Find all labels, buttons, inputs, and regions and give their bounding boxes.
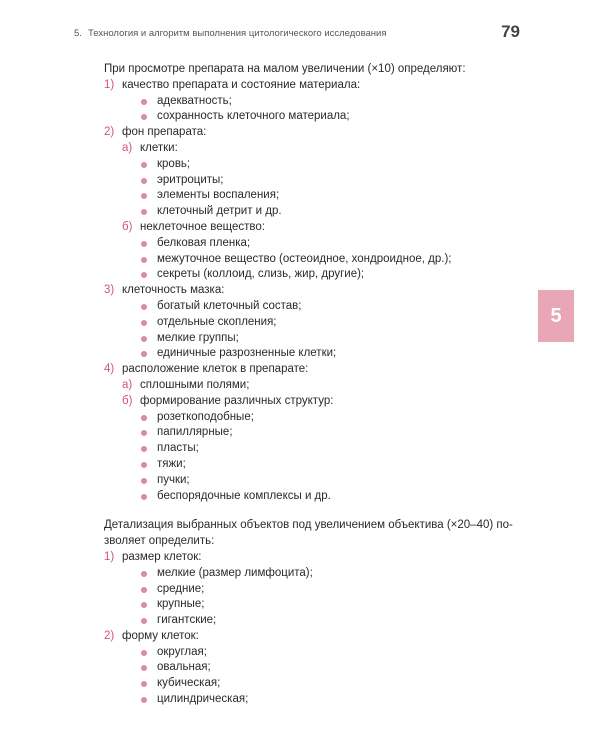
- bullet-icon: [141, 114, 147, 120]
- bullet-item: [0, 331, 600, 347]
- item-text: форму клеток:: [122, 629, 199, 642]
- bullet-icon: [141, 257, 147, 263]
- bullet-icon: [141, 209, 147, 215]
- sub-item: [0, 378, 600, 394]
- sub-letter: а): [122, 378, 133, 391]
- bullet-text: мелкие группы;: [157, 331, 239, 344]
- bullet-icon: [141, 178, 147, 184]
- item-number: 4): [104, 363, 115, 376]
- sub-letter: а): [122, 141, 133, 154]
- sub-text: неклеточное вещество:: [140, 220, 265, 233]
- bullet-item: [0, 441, 600, 457]
- item-text: размер клеток:: [122, 550, 202, 563]
- bullet-icon: [141, 478, 147, 484]
- bullet-text: кубическая;: [157, 677, 221, 690]
- page-content: [0, 62, 600, 708]
- bullet-text: розеткоподобные;: [157, 410, 254, 423]
- bullet-icon: [141, 304, 147, 310]
- bullet-item: [0, 473, 600, 489]
- bullet-item: [0, 582, 600, 598]
- list-item: [0, 78, 600, 94]
- bullet-item: [0, 410, 600, 426]
- bullet-text: пучки;: [157, 473, 190, 486]
- bullet-icon: [141, 650, 147, 656]
- bullet-icon: [141, 336, 147, 342]
- bullet-item: [0, 346, 600, 362]
- bullet-text: секреты (коллоид, слизь, жир, другие);: [157, 268, 365, 281]
- bullet-item: [0, 173, 600, 189]
- item-number: 3): [104, 284, 115, 297]
- bullet-icon: [141, 272, 147, 278]
- bullet-item: [0, 692, 600, 708]
- bullet-item: [0, 425, 600, 441]
- item-text: качество препарата и состояние материала:: [122, 78, 361, 91]
- bullet-icon: [141, 415, 147, 421]
- list-item: [0, 550, 600, 566]
- bullet-text: адекватность;: [157, 94, 232, 107]
- bullet-text: овальная;: [157, 661, 211, 674]
- bullet-item: [0, 252, 600, 268]
- item-number: 2): [104, 629, 115, 642]
- bullet-icon: [141, 618, 147, 624]
- bullet-item: [0, 315, 600, 331]
- bullet-icon: [141, 587, 147, 593]
- bullet-icon: [141, 697, 147, 703]
- chapter-tab: 5: [538, 290, 574, 342]
- bullet-text: папиллярные;: [157, 426, 233, 439]
- bullet-icon: [141, 571, 147, 577]
- bullet-item: [0, 597, 600, 613]
- bullet-text: пласты;: [157, 442, 199, 455]
- bullet-item: [0, 489, 600, 505]
- sub-letter: б): [122, 220, 133, 233]
- bullet-icon: [141, 193, 147, 199]
- bullet-item: [0, 157, 600, 173]
- bullet-item: [0, 566, 600, 582]
- bullet-text: кровь;: [157, 157, 191, 170]
- bullet-item: [0, 299, 600, 315]
- bullet-text: мелкие (размер лимфоцита);: [157, 566, 313, 579]
- bullet-text: округлая;: [157, 645, 207, 658]
- bullet-text: тяжи;: [157, 457, 186, 470]
- bullet-item: [0, 204, 600, 220]
- page-header: [0, 22, 600, 46]
- bullet-icon: [141, 602, 147, 608]
- item-text: клеточность мазка:: [122, 284, 225, 297]
- bullet-item: [0, 676, 600, 692]
- list-item: [0, 125, 600, 141]
- section2-intro: Детализация выбранных объектов под увеличением объектива (×20–40) по-: [104, 519, 513, 532]
- bullet-icon: [141, 320, 147, 326]
- item-number: 1): [104, 550, 115, 563]
- bullet-text: клеточный детрит и др.: [157, 205, 282, 218]
- section2-intro-cont: зволяет определить:: [104, 535, 215, 548]
- section1-intro: При просмотре препарата на малом увеличении (×10) определяют:: [104, 63, 466, 75]
- list-item: [0, 362, 600, 378]
- list-item: [0, 283, 600, 299]
- bullet-text: средние;: [157, 582, 205, 595]
- item-number: 2): [104, 126, 115, 139]
- bullet-text: единичные разрозненные клетки;: [157, 347, 337, 360]
- bullet-text: крупные;: [157, 598, 205, 611]
- section-gap: [0, 504, 600, 518]
- sub-text: сплошными полями;: [140, 378, 250, 391]
- bullet-text: богатый клеточный состав;: [157, 299, 302, 312]
- bullet-item: [0, 660, 600, 676]
- item-number: 1): [104, 78, 115, 91]
- bullet-icon: [141, 351, 147, 357]
- sub-text: клетки:: [140, 141, 178, 154]
- bullet-icon: [141, 681, 147, 687]
- bullet-text: гигантские;: [157, 614, 217, 627]
- bullet-icon: [141, 99, 147, 105]
- bullet-item: [0, 94, 600, 110]
- bullet-text: беспорядочные комплексы и др.: [157, 489, 331, 502]
- item-text: фон препарата:: [122, 126, 207, 139]
- sub-text: формирование различных структур:: [140, 394, 334, 407]
- bullet-icon: [141, 665, 147, 671]
- bullet-item: [0, 267, 600, 283]
- bullet-icon: [141, 446, 147, 452]
- bullet-text: белковая пленка;: [157, 236, 251, 249]
- bullet-item: [0, 645, 600, 661]
- sub-item: [0, 141, 600, 157]
- bullet-text: отдельные скопления;: [157, 315, 277, 328]
- chapter-title: Технология и алгоритм выполнения цитологического исследования: [88, 28, 387, 39]
- sub-item: [0, 220, 600, 236]
- bullet-text: сохранность клеточного материала;: [157, 110, 350, 123]
- sub-letter: б): [122, 394, 133, 407]
- bullet-item: [0, 236, 600, 252]
- bullet-item: [0, 188, 600, 204]
- chapter-number: 5.: [74, 28, 82, 39]
- bullet-icon: [141, 162, 147, 168]
- bullet-text: межуточное вещество (остеоидное, хондроидное, др.);: [157, 252, 452, 265]
- item-text: расположение клеток в препарате:: [122, 363, 309, 376]
- bullet-item: [0, 613, 600, 629]
- bullet-icon: [141, 462, 147, 468]
- bullet-text: эритроциты;: [157, 173, 224, 186]
- bullet-icon: [141, 494, 147, 500]
- page-number: 79: [501, 22, 520, 41]
- bullet-icon: [141, 430, 147, 436]
- sub-item: [0, 394, 600, 410]
- bullet-icon: [141, 241, 147, 247]
- bullet-text: цилиндрическая;: [157, 693, 249, 706]
- bullet-item: [0, 109, 600, 125]
- list-item: [0, 629, 600, 645]
- bullet-text: элементы воспаления;: [157, 189, 280, 202]
- bullet-item: [0, 457, 600, 473]
